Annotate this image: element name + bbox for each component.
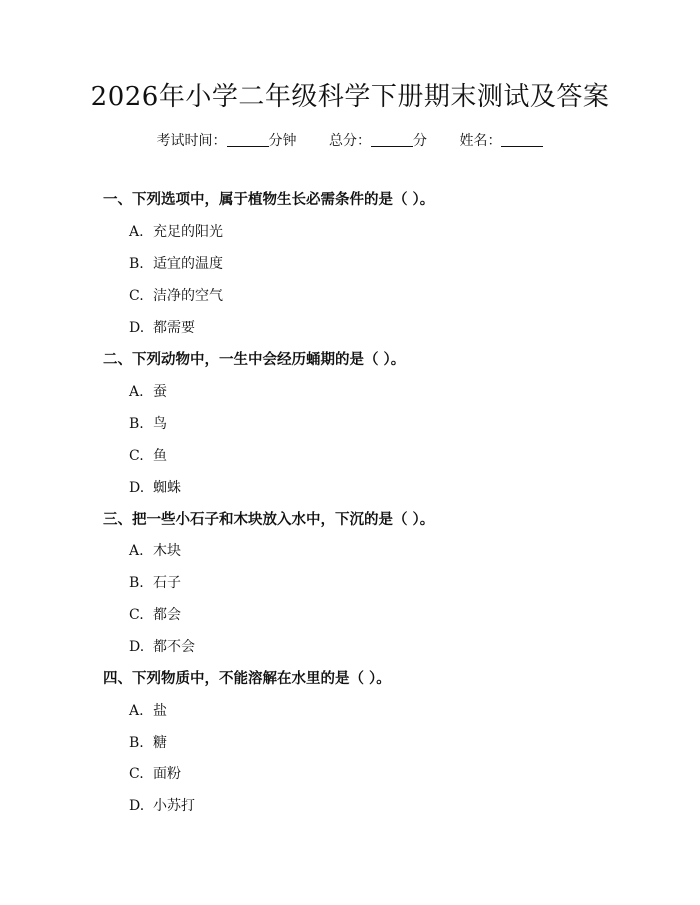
question-4-option-d — [129, 795, 195, 817]
question-3: 三、把一些小石子和木块放入水中，下沉的是（ ）。 — [103, 511, 435, 528]
option-letter: B. — [129, 416, 144, 432]
option-text: 充足的阳光 — [153, 224, 223, 240]
option-letter: D. — [129, 798, 145, 814]
question-3-option-d — [129, 636, 195, 658]
question-4-option-c — [129, 763, 181, 785]
question-4: 四、下列物质中，不能溶解在水里的是（ ）。 — [103, 670, 391, 687]
question-4-option-a — [129, 700, 167, 722]
question-2-option-c — [129, 445, 167, 467]
option-letter: C. — [129, 448, 144, 464]
question-3-option-c — [129, 604, 181, 626]
option-text: 木块 — [153, 543, 181, 559]
question-1-option-c — [129, 285, 223, 307]
option-letter: B. — [129, 575, 144, 591]
option-text: 鸟 — [153, 416, 167, 432]
question-4-option-b — [129, 732, 167, 754]
option-letter: C. — [129, 607, 144, 623]
student-name-blank — [501, 146, 543, 147]
option-letter: B. — [129, 256, 144, 272]
total-score-unit: 分 — [413, 133, 427, 149]
question-2-option-b — [129, 413, 167, 435]
exam-time-label: 考试时间： — [156, 133, 227, 149]
option-letter: C. — [129, 288, 144, 304]
option-text: 盐 — [153, 703, 167, 719]
exam-meta — [0, 131, 700, 151]
option-text: 鱼 — [153, 448, 167, 464]
option-text: 石子 — [153, 575, 181, 591]
option-text: 面粉 — [153, 766, 181, 782]
option-letter: C. — [129, 766, 144, 782]
option-letter: A. — [129, 543, 144, 559]
question-2: 二、下列动物中，一生中会经历蛹期的是（ ）。 — [103, 351, 406, 368]
option-letter: A. — [129, 224, 144, 240]
option-text: 蚕 — [153, 384, 167, 400]
total-score-label: 总分： — [329, 133, 371, 149]
option-text: 糖 — [153, 735, 167, 751]
question-1-option-d — [129, 317, 195, 339]
exam-time-unit: 分钟 — [268, 133, 297, 149]
question-1: 一、下列选项中，属于植物生长必需条件的是（ ）。 — [103, 191, 435, 208]
option-text: 蜘蛛 — [153, 480, 181, 496]
option-text: 都需要 — [153, 320, 195, 336]
option-letter: D. — [129, 320, 145, 336]
question-3-option-a — [129, 540, 181, 562]
student-name — [459, 131, 543, 151]
option-text: 都会 — [153, 607, 181, 623]
question-3-option-b — [129, 572, 181, 594]
option-letter: D. — [129, 639, 145, 655]
option-text: 都不会 — [153, 639, 195, 655]
exam-time-blank — [227, 146, 269, 147]
option-text: 洁净的空气 — [153, 288, 223, 304]
question-1-option-b — [129, 253, 223, 275]
option-text: 小苏打 — [153, 798, 195, 814]
exam-time — [157, 131, 297, 151]
option-letter: A. — [129, 384, 144, 400]
option-letter: B. — [129, 735, 144, 751]
question-2-option-d — [129, 477, 181, 499]
total-score — [329, 131, 427, 151]
option-text: 适宜的温度 — [153, 256, 223, 272]
student-name-label: 姓名： — [459, 133, 502, 149]
option-letter: A. — [129, 703, 144, 719]
question-1-option-a — [129, 221, 223, 243]
total-score-blank — [371, 146, 413, 147]
page-title: 2026年小学二年级科学下册期末测试及答案 — [90, 82, 610, 112]
question-2-option-a — [129, 381, 167, 403]
option-letter: D. — [129, 480, 145, 496]
